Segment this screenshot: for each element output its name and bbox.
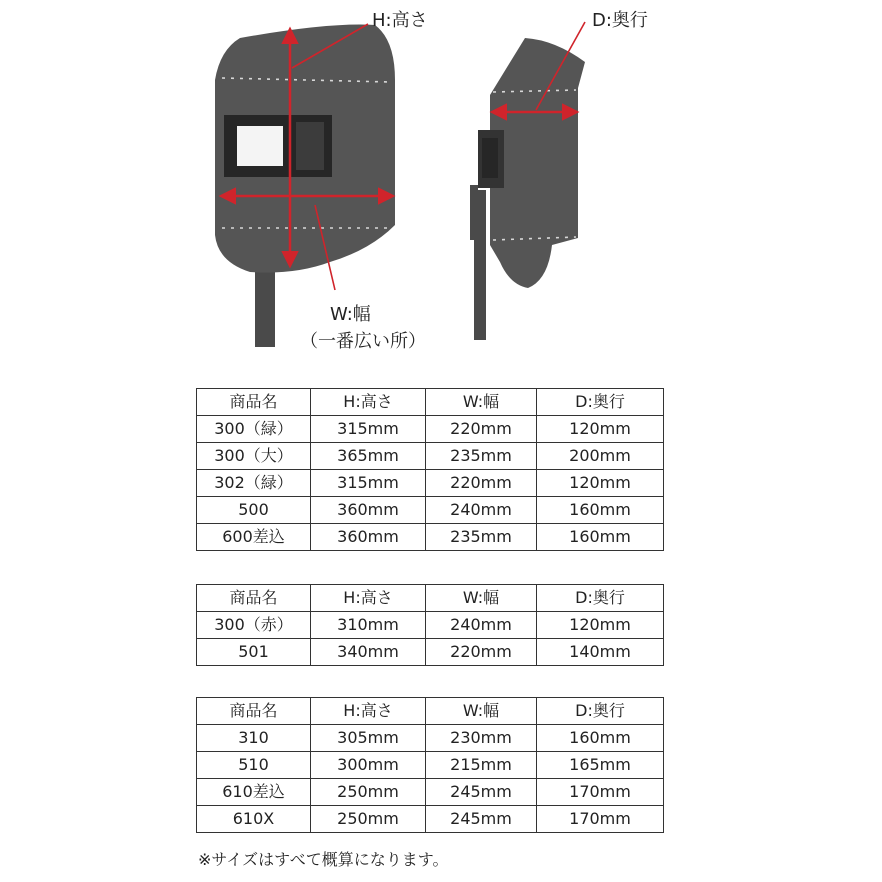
table-row	[197, 524, 664, 551]
cell-depth: 200mm	[537, 443, 664, 470]
cell-depth: 165mm	[537, 752, 664, 779]
cell-width: 245mm	[426, 779, 537, 806]
cell-depth: 160mm	[537, 524, 664, 551]
cell-height: 305mm	[311, 725, 426, 752]
table-header-row	[197, 585, 664, 612]
spec-table-3	[196, 697, 664, 833]
header-product: 商品名	[197, 698, 311, 725]
depth-label: D:奥行	[592, 10, 648, 31]
cell-width: 240mm	[426, 612, 537, 639]
cell-depth: 120mm	[537, 612, 664, 639]
table-row	[197, 470, 664, 497]
front-window-latch	[296, 122, 324, 170]
cell-height: 360mm	[311, 524, 426, 551]
cell-width: 230mm	[426, 725, 537, 752]
cell-height: 365mm	[311, 443, 426, 470]
table-row	[197, 725, 664, 752]
spec-table-1	[196, 388, 664, 551]
cell-width: 220mm	[426, 470, 537, 497]
cell-product: 302（緑）	[197, 470, 311, 497]
header-product: 商品名	[197, 389, 311, 416]
side-handle	[474, 190, 486, 340]
front-window-lens	[237, 126, 283, 166]
table-row	[197, 497, 664, 524]
cell-product: 310	[197, 725, 311, 752]
cell-width: 240mm	[426, 497, 537, 524]
cell-height: 300mm	[311, 752, 426, 779]
cell-depth: 160mm	[537, 497, 664, 524]
cell-height: 315mm	[311, 470, 426, 497]
cell-depth: 140mm	[537, 639, 664, 666]
header-depth: D:奥行	[537, 585, 664, 612]
cell-depth: 160mm	[537, 725, 664, 752]
table-row	[197, 612, 664, 639]
width-label: W:幅	[330, 304, 371, 325]
table-header-row	[197, 389, 664, 416]
table-row	[197, 443, 664, 470]
cell-height: 250mm	[311, 779, 426, 806]
cell-product: 600差込	[197, 524, 311, 551]
cell-product: 610差込	[197, 779, 311, 806]
cell-product: 610X	[197, 806, 311, 833]
table-row	[197, 752, 664, 779]
cell-width: 245mm	[426, 806, 537, 833]
header-width: W:幅	[426, 389, 537, 416]
cell-product: 500	[197, 497, 311, 524]
cell-depth: 120mm	[537, 416, 664, 443]
table-row	[197, 779, 664, 806]
header-height: H:高さ	[311, 585, 426, 612]
cell-width: 215mm	[426, 752, 537, 779]
cell-depth: 170mm	[537, 806, 664, 833]
cell-height: 250mm	[311, 806, 426, 833]
cell-depth: 120mm	[537, 470, 664, 497]
cell-height: 315mm	[311, 416, 426, 443]
welding-shield-diagram	[0, 0, 882, 375]
side-shield	[490, 38, 585, 288]
cell-width: 220mm	[426, 416, 537, 443]
cell-height: 310mm	[311, 612, 426, 639]
header-depth: D:奥行	[537, 698, 664, 725]
front-handle	[255, 270, 275, 347]
table-row	[197, 416, 664, 443]
table-row	[197, 806, 664, 833]
cell-product: 501	[197, 639, 311, 666]
cell-product: 300（緑）	[197, 416, 311, 443]
cell-product: 300（大）	[197, 443, 311, 470]
header-height: H:高さ	[311, 698, 426, 725]
header-width: W:幅	[426, 585, 537, 612]
spec-table-2	[196, 584, 664, 666]
cell-height: 340mm	[311, 639, 426, 666]
header-product: 商品名	[197, 585, 311, 612]
cell-depth: 170mm	[537, 779, 664, 806]
header-width: W:幅	[426, 698, 537, 725]
size-note: ※サイズはすべて概算になります。	[198, 850, 449, 869]
cell-product: 510	[197, 752, 311, 779]
cell-width: 220mm	[426, 639, 537, 666]
header-height: H:高さ	[311, 389, 426, 416]
side-window-inner	[482, 138, 498, 178]
cell-width: 235mm	[426, 524, 537, 551]
table-header-row	[197, 698, 664, 725]
table-row	[197, 639, 664, 666]
cell-width: 235mm	[426, 443, 537, 470]
cell-height: 360mm	[311, 497, 426, 524]
height-label: H:高さ	[372, 10, 428, 31]
width-note-label: （一番広い所）	[300, 331, 426, 352]
cell-product: 300（赤）	[197, 612, 311, 639]
header-depth: D:奥行	[537, 389, 664, 416]
